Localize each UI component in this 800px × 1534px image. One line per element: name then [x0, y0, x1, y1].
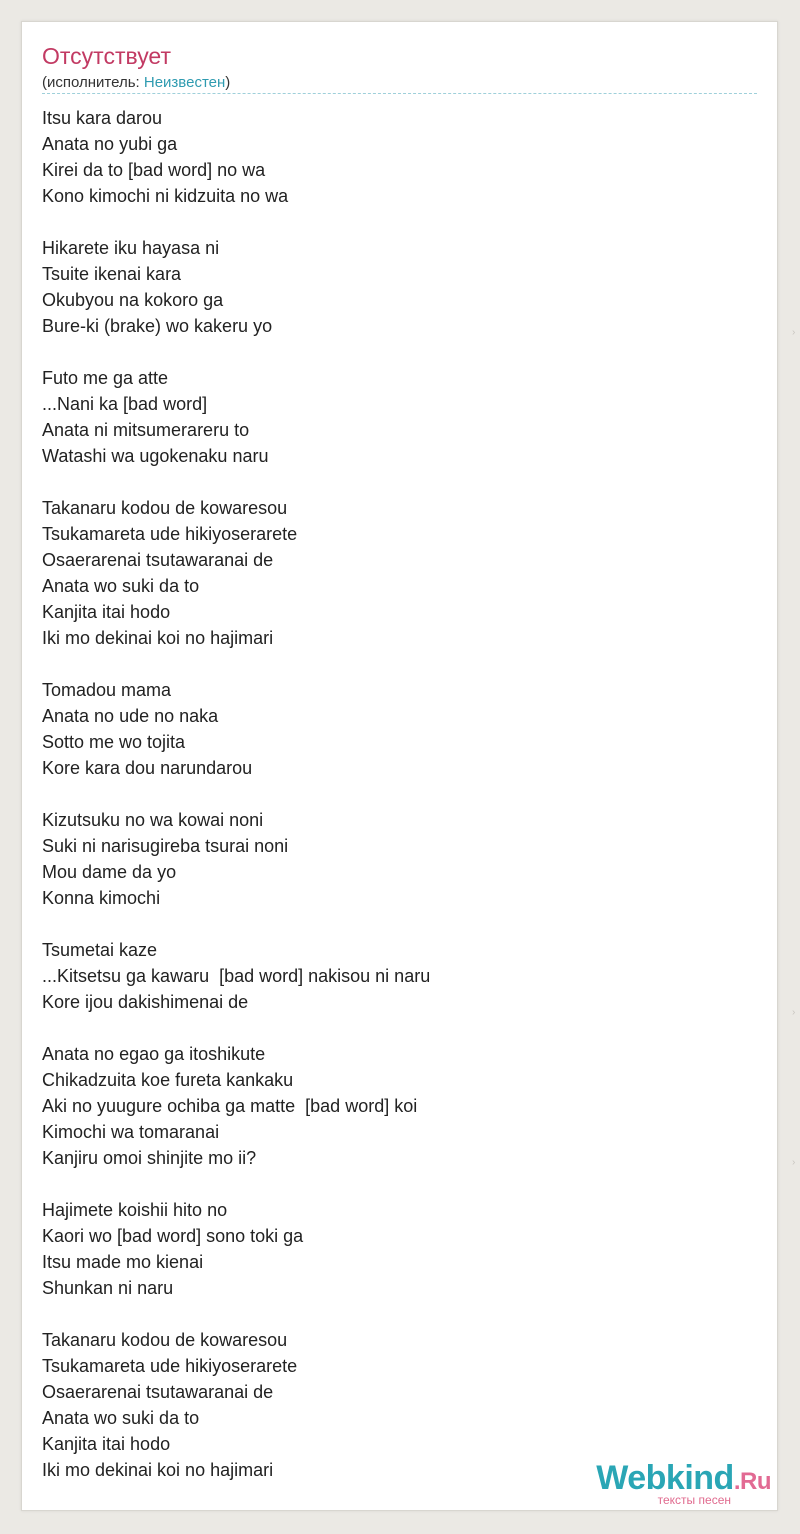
- lyric-line: Osaerarenai tsutawaranai de: [42, 1382, 274, 1402]
- chevron-right-icon: ›: [792, 327, 796, 338]
- chevron-right-icon: ›: [792, 1007, 796, 1018]
- lyric-line: [42, 651, 430, 677]
- lyric-line: Itsu kara darou: [42, 108, 163, 128]
- lyric-line: Kono kimochi ni kidzuita no wa: [42, 186, 289, 206]
- lyric-line: ...Nani ka [bad word]: [42, 394, 208, 414]
- lyric-line: [42, 339, 430, 365]
- lyric-line: Itsu made mo kienai: [42, 1252, 204, 1272]
- lyric-line: Anata wo suki da to: [42, 1408, 200, 1428]
- lyric-line: [42, 1301, 430, 1327]
- lyric-line: [42, 781, 430, 807]
- lyric-line: Osaerarenai tsutawaranai de: [42, 550, 274, 570]
- lyric-line: Shunkan ni naru: [42, 1278, 174, 1298]
- lyric-line: Tsukamareta ude hikiyoserarete: [42, 524, 298, 544]
- lyric-line: [42, 469, 430, 495]
- lyric-line: Watashi wa ugokenaku naru: [42, 446, 269, 466]
- lyric-line: Hikarete iku hayasa ni: [42, 238, 220, 258]
- lyric-line: Iki mo dekinai koi no hajimari: [42, 1460, 274, 1480]
- artist-line: [42, 74, 230, 92]
- lyric-line: ...Kitsetsu ga kawaru [bad word] nakisou ni naru: [42, 966, 431, 986]
- lyric-line: Kirei da to [bad word] no wa: [42, 160, 266, 180]
- lyric-line: Iki mo dekinai koi no hajimari: [42, 628, 274, 648]
- lyric-line: Chikadzuita koe fureta kankaku: [42, 1070, 294, 1090]
- lyric-line: [42, 1171, 430, 1197]
- lyric-line: Bure-ki (brake) wo kakeru yo: [42, 316, 273, 336]
- artist-prefix: (исполнитель:: [42, 74, 144, 91]
- lyric-line: Kimochi wa tomaranai: [42, 1122, 220, 1142]
- lyric-line: Suki ni narisugireba tsurai noni: [42, 836, 289, 856]
- site-logo[interactable]: [596, 1460, 771, 1506]
- lyric-line: Anata no ude no naka: [42, 706, 219, 726]
- logo-tld: .Ru: [733, 1468, 771, 1495]
- lyric-line: Kanjita itai hodo: [42, 1434, 171, 1454]
- lyric-line: Mou dame da yo: [42, 862, 177, 882]
- lyrics-text: [42, 105, 430, 1483]
- lyric-line: Takanaru kodou de kowaresou: [42, 1330, 288, 1350]
- logo-tagline: тексты песен: [657, 1493, 731, 1507]
- lyric-line: Anata no yubi ga: [42, 134, 178, 154]
- logo-name: Webkind: [596, 1459, 734, 1497]
- lyric-line: Aki no yuugure ochiba ga matte [bad word] koi: [42, 1096, 418, 1116]
- lyric-line: Anata wo suki da to: [42, 576, 200, 596]
- lyric-line: Takanaru kodou de kowaresou: [42, 498, 288, 518]
- lyric-line: Okubyou na kokoro ga: [42, 290, 224, 310]
- lyric-line: Kanjita itai hodo: [42, 602, 171, 622]
- lyric-line: Tomadou mama: [42, 680, 172, 700]
- lyric-line: Anata ni mitsumerareru to: [42, 420, 250, 440]
- lyric-line: Kizutsuku no wa kowai noni: [42, 810, 264, 830]
- lyric-line: Sotto me wo tojita: [42, 732, 186, 752]
- artist-link[interactable]: Неизвестен: [143, 74, 226, 91]
- lyric-line: Futo me ga atte: [42, 368, 169, 388]
- lyric-line: Hajimete koishii hito no: [42, 1200, 228, 1220]
- lyric-line: [42, 209, 430, 235]
- lyric-line: Kaori wo [bad word] sono toki ga: [42, 1226, 304, 1246]
- lyric-line: Tsuite ikenai kara: [42, 264, 182, 284]
- lyric-line: [42, 1015, 430, 1041]
- chevron-right-icon: ›: [792, 1157, 796, 1168]
- song-title: Отсутствует: [42, 43, 171, 69]
- lyric-line: Konna kimochi: [42, 888, 161, 908]
- lyric-line: [42, 911, 430, 937]
- lyric-line: Kore ijou dakishimenai de: [42, 992, 249, 1012]
- lyric-line: Tsumetai kaze: [42, 940, 158, 960]
- lyric-line: Anata no egao ga itoshikute: [42, 1044, 266, 1064]
- artist-suffix: ): [225, 74, 231, 91]
- lyric-line: Kore kara dou narundarou: [42, 758, 253, 778]
- header-divider: [42, 93, 757, 94]
- lyrics-card: [21, 21, 778, 1511]
- lyric-line: Tsukamareta ude hikiyoserarete: [42, 1356, 298, 1376]
- lyric-line: Kanjiru omoi shinjite mo ii?: [42, 1148, 257, 1168]
